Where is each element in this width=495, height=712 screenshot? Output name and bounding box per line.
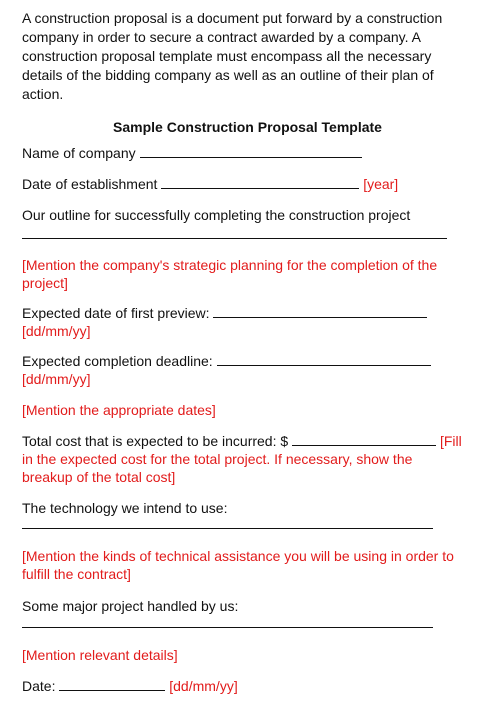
date-row [22, 677, 238, 695]
completion-row [22, 352, 431, 370]
total-cost-label: Total cost that is expected to be incurred: $ [22, 433, 289, 449]
page-title: Sample Construction Proposal Template [113, 119, 382, 135]
technology-blank-line[interactable] [22, 528, 433, 529]
year-hint: [year] [363, 176, 399, 192]
completion-blank[interactable] [217, 352, 431, 366]
date-blank[interactable] [59, 677, 165, 691]
major-project-label: Some major project handled by us: [22, 598, 239, 614]
establishment-row [22, 175, 398, 193]
total-cost-hint-start: [Fill [439, 433, 462, 449]
technical-note: [Mention the kinds of technical assistance you will be using in order to fulfill the contract] [22, 548, 454, 582]
date-label: Date: [22, 678, 56, 694]
establishment-label: Date of establishment [22, 176, 158, 192]
completion-label: Expected completion deadline: [22, 353, 213, 369]
technology-label: The technology we intend to use: [22, 500, 228, 516]
outline-label: Our outline for successfully completing the construction project [22, 207, 411, 223]
relevant-note: [Mention relevant details] [22, 647, 178, 663]
date-hint: [dd/mm/yy] [169, 678, 238, 694]
strategic-note: [Mention the company's strategic planning for the completion of the project] [22, 257, 438, 291]
outline-blank-line[interactable] [22, 238, 447, 239]
total-cost-row [22, 432, 462, 450]
company-name-row [22, 144, 362, 162]
first-preview-label: Expected date of first preview: [22, 305, 210, 321]
establishment-blank[interactable] [161, 175, 359, 189]
intro-paragraph: A construction proposal is a document put forward by a construction company in order to secure a contract awarded by a company. A construction proposal template must encompass all the necessary details of the bidding company as well as an outline of their plan of action. [22, 10, 443, 102]
first-preview-blank[interactable] [213, 304, 427, 318]
first-preview-row [22, 304, 427, 322]
dates-note: [Mention the appropriate dates] [22, 402, 216, 418]
total-cost-hint: in the expected cost for the total project. If necessary, show the breakup of the total cost] [22, 451, 413, 485]
completion-hint: [dd/mm/yy] [22, 371, 91, 387]
company-name-label: Name of company [22, 145, 136, 161]
company-name-blank[interactable] [140, 144, 362, 158]
total-cost-blank[interactable] [292, 432, 436, 446]
major-project-blank-line[interactable] [22, 627, 433, 628]
first-preview-hint: [dd/mm/yy] [22, 323, 91, 339]
